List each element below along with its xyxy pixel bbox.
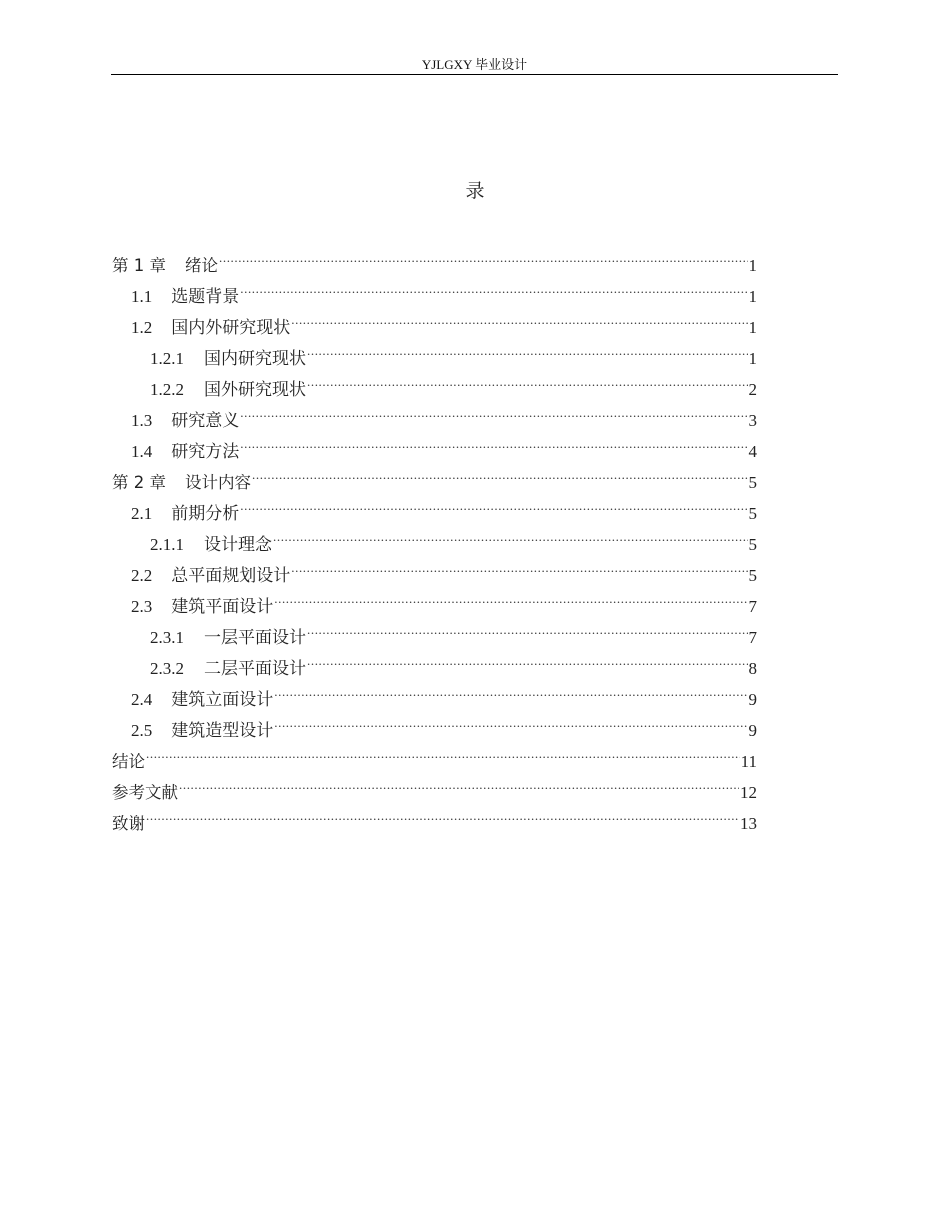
toc-entry-title: 设计内容: [185, 473, 251, 492]
toc-dot-leader: [146, 798, 739, 829]
toc-entry-title: 建筑平面设计: [171, 597, 274, 616]
toc-entry-title: 研究意义: [171, 411, 240, 430]
toc-dot-leader: [307, 643, 748, 674]
toc-entry-title: 结论: [112, 752, 145, 771]
header-text: YJLGXY 毕业设计: [421, 57, 528, 72]
toc-entry-title: 建筑立面设计: [171, 690, 274, 709]
toc-entry-title: 参考文献: [112, 783, 178, 802]
toc-entry[interactable]: [112, 736, 757, 771]
toc-dot-leader: [240, 271, 747, 302]
toc-entry-page-number: 13: [740, 814, 757, 833]
toc-entry[interactable]: [112, 767, 757, 802]
toc-entry[interactable]: [112, 240, 757, 275]
toc-dot-leader: [240, 426, 747, 457]
toc-entry-page-number: 4: [748, 442, 757, 461]
toc-dot-leader: [240, 395, 747, 426]
toc-entry-number: 1.2.1: [150, 349, 184, 368]
toc-entry-number: 2.2: [131, 566, 153, 585]
toc-entry[interactable]: [112, 798, 757, 833]
toc-dot-leader: [274, 705, 747, 736]
toc-entry-title: 前期分析: [171, 504, 240, 523]
toc-entry-title: 一层平面设计: [204, 628, 306, 647]
toc-dot-leader: [146, 736, 740, 767]
toc-entry-page-number: 7: [748, 597, 757, 616]
toc-entry-number: 2.3.1: [150, 628, 184, 647]
toc-dot-leader: [291, 550, 747, 581]
toc-dot-leader: [307, 364, 748, 395]
toc-dot-leader: [219, 240, 748, 271]
toc-entry-title: 国内外研究现状: [171, 318, 291, 337]
toc-entry-page-number: 5: [748, 504, 757, 523]
toc-entry-page-number: 5: [748, 566, 757, 585]
toc-entry-number: 2.1.1: [150, 535, 184, 554]
toc-entry-page-number: 2: [748, 380, 757, 399]
toc-entry-page-number: 3: [748, 411, 757, 430]
toc-entry-page-number: 1: [748, 318, 757, 337]
toc-entry-number: 1.2: [131, 318, 153, 337]
toc-entry-number: 2.4: [131, 690, 153, 709]
toc-dot-leader: [240, 488, 747, 519]
toc-entry-page-number: 5: [748, 473, 757, 492]
toc-entry-page-number: 7: [748, 628, 757, 647]
toc-entry-page-number: 9: [748, 721, 757, 740]
toc-entry-title: 总平面规划设计: [171, 566, 291, 585]
toc-entry-page-number: 1: [748, 349, 757, 368]
toc-entry-page-number: 12: [740, 783, 757, 802]
toc-dot-leader: [274, 581, 747, 612]
toc-dot-leader: [291, 302, 747, 333]
toc-entry-number: 1.2.2: [150, 380, 184, 399]
toc-entry-page-number: 9: [748, 690, 757, 709]
toc-entry-page-number: 5: [748, 535, 757, 554]
toc-entry-number: 第 2 章: [112, 473, 166, 492]
toc-entry-number: 2.1: [131, 504, 153, 523]
toc-dot-leader: [179, 767, 739, 798]
toc-dot-leader: [273, 519, 748, 550]
toc-entry-page-number: 11: [740, 752, 757, 771]
toc-dot-leader: [252, 457, 748, 488]
toc-entry-number: 2.3: [131, 597, 153, 616]
toc-entry-number: 1.1: [131, 287, 153, 306]
toc-entry-title: 选题背景: [171, 287, 240, 306]
toc-entry-number: 1.3: [131, 411, 153, 430]
toc-dot-leader: [307, 612, 748, 643]
toc-entry-number: 2.3.2: [150, 659, 184, 678]
table-of-contents: [112, 240, 757, 833]
toc-entry-title: 研究方法: [171, 442, 240, 461]
toc-entry-number: 2.5: [131, 721, 153, 740]
toc-dot-leader: [274, 674, 747, 705]
toc-entry-title: 设计理念: [204, 535, 272, 554]
toc-entry-number: 1.4: [131, 442, 153, 461]
toc-entry-title: 绪论: [185, 256, 218, 275]
toc-dot-leader: [307, 333, 748, 364]
toc-entry-page-number: 8: [748, 659, 757, 678]
toc-title: 录: [465, 181, 485, 202]
page-header: [111, 56, 838, 75]
toc-entry-title: 致谢: [112, 814, 145, 833]
toc-entry-number: 第 1 章: [112, 256, 166, 275]
toc-entry-title: 建筑造型设计: [171, 721, 274, 740]
toc-entry-title: 二层平面设计: [204, 659, 306, 678]
toc-entry-page-number: 1: [748, 287, 757, 306]
toc-entry-title: 国内研究现状: [204, 349, 306, 368]
toc-entry-page-number: 1: [748, 256, 757, 275]
toc-entry-title: 国外研究现状: [204, 380, 306, 399]
